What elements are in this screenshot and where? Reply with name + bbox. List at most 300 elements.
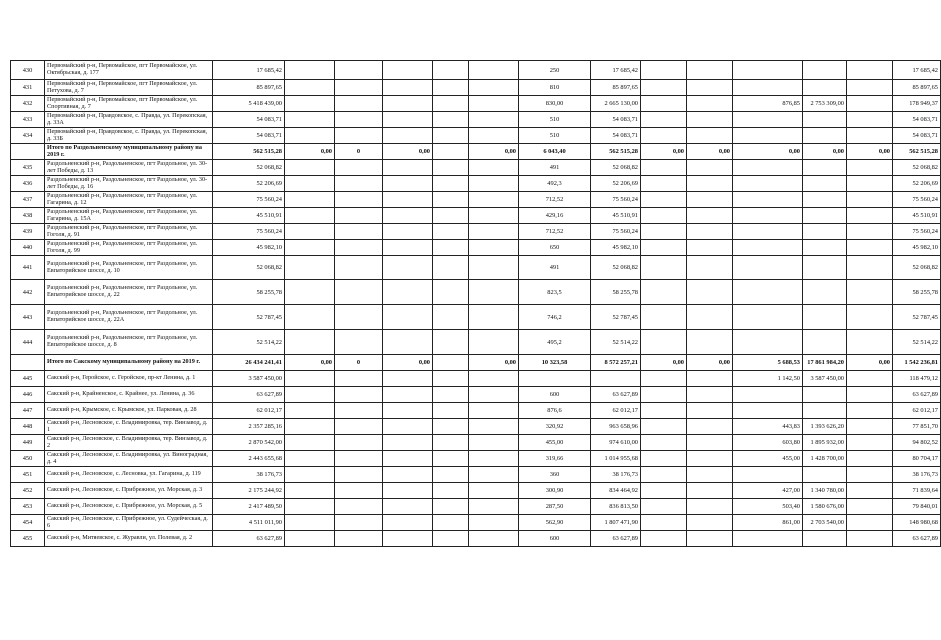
last-cell: 77 851,70: [893, 419, 941, 435]
total-cost-cell: 52 206,69: [213, 176, 285, 192]
sum-cell: 1 014 955,68: [591, 451, 641, 467]
table-row: [11, 176, 941, 192]
col-i-cell: [847, 435, 893, 451]
total-cost-cell: 85 897,65: [213, 80, 285, 96]
address-cell: Сакский р-н, Лесновское, с. Владимировка, тер. Винзавод, д. 1: [45, 419, 213, 435]
col-f-cell: [687, 240, 733, 256]
address-cell: Сакский р-н, Лесновское, с. Прибрежное, ул. Морская, д. 5: [45, 499, 213, 515]
col-c-cell: [383, 435, 433, 451]
col-f-cell: [687, 403, 733, 419]
address-cell: Первомайский р-н, Первомайское, пгт Первомайское, ул. Петухова, д. 7: [45, 80, 213, 96]
table-row: [11, 371, 941, 387]
col-d-cell: [469, 467, 519, 483]
col-b-cell: 0: [335, 355, 383, 371]
area-cell: [519, 371, 591, 387]
col-f-cell: [687, 371, 733, 387]
col-g-cell: [733, 280, 803, 305]
total-cost-cell: 52 068,82: [213, 256, 285, 280]
area-cell: 562,90: [519, 515, 591, 531]
col-d-cell: [469, 96, 519, 112]
sum-cell: 58 255,78: [591, 280, 641, 305]
col-h-cell: [803, 80, 847, 96]
area-cell: 300,90: [519, 483, 591, 499]
col-b-cell: [335, 499, 383, 515]
table-body: [11, 61, 941, 547]
table-row: [11, 305, 941, 330]
total-cost-cell: 45 982,10: [213, 240, 285, 256]
col-h-cell: [803, 208, 847, 224]
col-i-cell: [847, 128, 893, 144]
last-cell: 75 560,24: [893, 224, 941, 240]
col-g-cell: [733, 305, 803, 330]
last-cell: 54 083,71: [893, 112, 941, 128]
row-number-cell: 447: [11, 403, 45, 419]
table-row: [11, 256, 941, 280]
row-number-cell: 430: [11, 61, 45, 80]
col-d-cell: [469, 80, 519, 96]
col-f-cell: [687, 483, 733, 499]
col-a-cell: 0,00: [285, 355, 335, 371]
table-row: [11, 208, 941, 224]
col-g-cell: 1 142,50: [733, 371, 803, 387]
area-cell: 319,66: [519, 451, 591, 467]
row-number-cell: 436: [11, 176, 45, 192]
col-h-cell: [803, 112, 847, 128]
col-h-cell: 2 703 540,00: [803, 515, 847, 531]
area-cell: 712,52: [519, 224, 591, 240]
table-row: [11, 330, 941, 355]
table-row: [11, 192, 941, 208]
col-c-cell: [383, 403, 433, 419]
col-i-cell: [847, 192, 893, 208]
col-f-cell: [687, 387, 733, 403]
area-cell: 287,50: [519, 499, 591, 515]
total-cost-cell: 58 255,78: [213, 280, 285, 305]
col-empty-cell: [433, 280, 469, 305]
total-cost-cell: 54 083,71: [213, 128, 285, 144]
col-g-cell: [733, 128, 803, 144]
col-b-cell: [335, 96, 383, 112]
address-cell: Сакский р-н, Лесновское, с. Владимировка, ул. Виноградная, д. 4: [45, 451, 213, 467]
col-g-cell: [733, 80, 803, 96]
col-a-cell: [285, 403, 335, 419]
col-g-cell: [733, 61, 803, 80]
col-c-cell: [383, 128, 433, 144]
last-cell: 562 515,28: [893, 144, 941, 160]
total-cost-cell: 17 685,42: [213, 61, 285, 80]
col-a-cell: [285, 208, 335, 224]
address-cell: Раздольненский р-н, Раздольненское, пгт Раздольное, ул. Гагарина, д. 12: [45, 192, 213, 208]
table-row: [11, 531, 941, 547]
table-row: [11, 80, 941, 96]
col-h-cell: [803, 128, 847, 144]
address-cell: Раздольненский р-н, Раздольненское, пгт Раздольное, ул. 30-лет Победы, д. 13: [45, 160, 213, 176]
col-b-cell: [335, 515, 383, 531]
col-h-cell: 1 393 626,20: [803, 419, 847, 435]
sum-cell: 52 068,82: [591, 256, 641, 280]
table-row: [11, 112, 941, 128]
col-f-cell: [687, 451, 733, 467]
table-row: [11, 483, 941, 499]
col-e-cell: [641, 192, 687, 208]
address-cell: Первомайский р-н, Первомайское, пгт Первомайское, ул. Спортивная, д. 7: [45, 96, 213, 112]
row-number-cell: 431: [11, 80, 45, 96]
col-e-cell: [641, 483, 687, 499]
last-cell: 52 206,69: [893, 176, 941, 192]
table-row: [11, 451, 941, 467]
address-cell: Сакский р-н, Лесновское, с. Прибрежное, ул. Морская, д. 3: [45, 483, 213, 499]
col-i-cell: [847, 224, 893, 240]
col-g-cell: [733, 192, 803, 208]
total-cost-cell: 2 443 655,68: [213, 451, 285, 467]
area-cell: 510: [519, 112, 591, 128]
area-cell: 600: [519, 387, 591, 403]
table-row: [11, 467, 941, 483]
col-i-cell: [847, 330, 893, 355]
area-cell: 876,6: [519, 403, 591, 419]
col-g-cell: [733, 531, 803, 547]
col-g-cell: [733, 403, 803, 419]
col-empty-cell: [433, 224, 469, 240]
col-b-cell: [335, 61, 383, 80]
col-g-cell: [733, 330, 803, 355]
col-f-cell: [687, 208, 733, 224]
col-a-cell: [285, 176, 335, 192]
col-d-cell: 0,00: [469, 355, 519, 371]
col-h-cell: [803, 224, 847, 240]
col-g-cell: 876,85: [733, 96, 803, 112]
last-cell: 63 627,89: [893, 531, 941, 547]
area-cell: 810: [519, 80, 591, 96]
col-b-cell: [335, 224, 383, 240]
col-i-cell: [847, 387, 893, 403]
col-f-cell: [687, 96, 733, 112]
col-d-cell: [469, 128, 519, 144]
col-a-cell: [285, 280, 335, 305]
col-e-cell: [641, 224, 687, 240]
row-number-cell: 442: [11, 280, 45, 305]
col-f-cell: [687, 467, 733, 483]
table-row: [11, 515, 941, 531]
total-cost-cell: 5 418 439,00: [213, 96, 285, 112]
sum-cell: 62 012,17: [591, 403, 641, 419]
col-d-cell: [469, 435, 519, 451]
col-a-cell: [285, 531, 335, 547]
row-number-cell: 438: [11, 208, 45, 224]
table-row: [11, 61, 941, 80]
col-g-cell: 603,80: [733, 435, 803, 451]
col-a-cell: [285, 160, 335, 176]
col-g-cell: [733, 176, 803, 192]
col-empty-cell: [433, 61, 469, 80]
col-g-cell: [733, 160, 803, 176]
col-e-cell: [641, 256, 687, 280]
total-cost-cell: 2 175 244,92: [213, 483, 285, 499]
col-h-cell: 1 340 780,00: [803, 483, 847, 499]
col-b-cell: [335, 305, 383, 330]
area-cell: 712,52: [519, 192, 591, 208]
col-c-cell: [383, 499, 433, 515]
last-cell: 94 802,52: [893, 435, 941, 451]
col-i-cell: [847, 451, 893, 467]
col-empty-cell: [433, 387, 469, 403]
table-row: [11, 280, 941, 305]
col-f-cell: [687, 419, 733, 435]
area-cell: 492,3: [519, 176, 591, 192]
row-number-cell: 445: [11, 371, 45, 387]
last-cell: 62 012,17: [893, 403, 941, 419]
col-f-cell: 0,00: [687, 144, 733, 160]
col-h-cell: [803, 192, 847, 208]
row-number-cell: 435: [11, 160, 45, 176]
sum-cell: 45 982,10: [591, 240, 641, 256]
col-c-cell: [383, 208, 433, 224]
col-empty-cell: [433, 144, 469, 160]
col-b-cell: [335, 280, 383, 305]
col-d-cell: [469, 515, 519, 531]
last-cell: 52 068,82: [893, 160, 941, 176]
sum-cell: 52 206,69: [591, 176, 641, 192]
address-cell: Раздольненский р-н, Раздольненское, пгт Раздольное, ул. Евпаторийское шоссе, д. 8: [45, 330, 213, 355]
total-cost-cell: 75 560,24: [213, 192, 285, 208]
sum-cell: 38 176,73: [591, 467, 641, 483]
col-e-cell: [641, 240, 687, 256]
area-cell: 746,2: [519, 305, 591, 330]
col-h-cell: [803, 403, 847, 419]
col-f-cell: [687, 256, 733, 280]
col-c-cell: [383, 224, 433, 240]
col-b-cell: [335, 451, 383, 467]
row-number-cell: 434: [11, 128, 45, 144]
col-i-cell: [847, 403, 893, 419]
last-cell: 52 068,82: [893, 256, 941, 280]
sum-cell: 963 658,96: [591, 419, 641, 435]
col-c-cell: [383, 240, 433, 256]
col-empty-cell: [433, 80, 469, 96]
area-cell: 455,00: [519, 435, 591, 451]
col-d-cell: [469, 499, 519, 515]
col-d-cell: [469, 224, 519, 240]
col-c-cell: [383, 305, 433, 330]
col-c-cell: [383, 192, 433, 208]
col-e-cell: [641, 160, 687, 176]
col-g-cell: [733, 387, 803, 403]
col-d-cell: [469, 451, 519, 467]
row-number-cell: 452: [11, 483, 45, 499]
col-c-cell: [383, 515, 433, 531]
col-empty-cell: [433, 499, 469, 515]
col-g-cell: 427,00: [733, 483, 803, 499]
col-g-cell: 0,00: [733, 144, 803, 160]
col-h-cell: [803, 387, 847, 403]
col-h-cell: [803, 531, 847, 547]
col-f-cell: [687, 515, 733, 531]
col-h-cell: 2 753 309,00: [803, 96, 847, 112]
col-e-cell: [641, 280, 687, 305]
col-d-cell: [469, 112, 519, 128]
col-d-cell: [469, 61, 519, 80]
col-empty-cell: [433, 419, 469, 435]
total-cost-cell: 75 560,24: [213, 224, 285, 240]
col-e-cell: [641, 176, 687, 192]
address-cell: Первомайский р-н, Правдовское, с. Правда, ул. Перекопская, д. 33А: [45, 112, 213, 128]
col-empty-cell: [433, 451, 469, 467]
row-number-cell: 437: [11, 192, 45, 208]
address-cell: Сакский р-н, Лесновское, с. Прибрежное, ул. Судейческая, д. 6: [45, 515, 213, 531]
col-a-cell: [285, 467, 335, 483]
col-c-cell: [383, 112, 433, 128]
col-c-cell: [383, 176, 433, 192]
col-b-cell: [335, 419, 383, 435]
col-b-cell: [335, 192, 383, 208]
col-c-cell: [383, 467, 433, 483]
area-cell: 830,00: [519, 96, 591, 112]
col-i-cell: [847, 419, 893, 435]
col-a-cell: [285, 515, 335, 531]
sum-cell: 54 083,71: [591, 128, 641, 144]
col-c-cell: [383, 280, 433, 305]
col-d-cell: [469, 240, 519, 256]
sum-cell: 974 610,00: [591, 435, 641, 451]
last-cell: 58 255,78: [893, 280, 941, 305]
col-f-cell: [687, 176, 733, 192]
col-i-cell: [847, 208, 893, 224]
col-h-cell: 17 861 984,20: [803, 355, 847, 371]
area-cell: 250: [519, 61, 591, 80]
col-b-cell: [335, 240, 383, 256]
col-b-cell: [335, 531, 383, 547]
col-h-cell: [803, 160, 847, 176]
col-b-cell: [335, 330, 383, 355]
last-cell: 52 514,22: [893, 330, 941, 355]
col-b-cell: [335, 176, 383, 192]
row-number-cell: 433: [11, 112, 45, 128]
total-cost-cell: 4 511 011,90: [213, 515, 285, 531]
last-cell: 71 839,64: [893, 483, 941, 499]
col-g-cell: [733, 240, 803, 256]
col-c-cell: [383, 96, 433, 112]
col-b-cell: [335, 371, 383, 387]
col-a-cell: [285, 419, 335, 435]
col-b-cell: [335, 483, 383, 499]
address-cell: Итого по Раздольненскому муниципальному району на 2019 г.: [45, 144, 213, 160]
col-empty-cell: [433, 96, 469, 112]
col-h-cell: [803, 467, 847, 483]
col-e-cell: [641, 96, 687, 112]
col-i-cell: [847, 371, 893, 387]
last-cell: 85 897,65: [893, 80, 941, 96]
col-d-cell: [469, 387, 519, 403]
col-i-cell: 0,00: [847, 355, 893, 371]
sum-cell: [591, 371, 641, 387]
col-c-cell: [383, 80, 433, 96]
last-cell: 75 560,24: [893, 192, 941, 208]
sum-cell: 1 807 471,90: [591, 515, 641, 531]
col-f-cell: [687, 435, 733, 451]
col-e-cell: 0,00: [641, 144, 687, 160]
table-row: [11, 224, 941, 240]
col-a-cell: [285, 192, 335, 208]
row-number-cell: [11, 355, 45, 371]
col-e-cell: [641, 305, 687, 330]
col-a-cell: 0,00: [285, 144, 335, 160]
col-d-cell: [469, 280, 519, 305]
address-cell: Раздольненский р-н, Раздольненское, пгт Раздольное, ул. 30-лет Победы, д. 16: [45, 176, 213, 192]
sum-cell: 45 510,91: [591, 208, 641, 224]
col-c-cell: 0,00: [383, 144, 433, 160]
col-h-cell: 1 895 932,00: [803, 435, 847, 451]
col-d-cell: [469, 419, 519, 435]
area-cell: 360: [519, 467, 591, 483]
sum-cell: 836 813,50: [591, 499, 641, 515]
address-cell: Раздольненский р-н, Раздольненское, пгт Раздольное, ул. Гоголя, д. 99: [45, 240, 213, 256]
col-i-cell: [847, 467, 893, 483]
col-b-cell: [335, 208, 383, 224]
col-a-cell: [285, 451, 335, 467]
area-cell: 600: [519, 531, 591, 547]
address-cell: Сакский р-н, Крайненское, с. Крайнее, ул. Ленина, д. 36: [45, 387, 213, 403]
total-cost-cell: 63 627,89: [213, 387, 285, 403]
row-number-cell: 441: [11, 256, 45, 280]
col-a-cell: [285, 240, 335, 256]
col-e-cell: [641, 467, 687, 483]
col-b-cell: [335, 403, 383, 419]
col-i-cell: [847, 160, 893, 176]
col-g-cell: [733, 256, 803, 280]
col-empty-cell: [433, 467, 469, 483]
col-a-cell: [285, 61, 335, 80]
col-a-cell: [285, 112, 335, 128]
col-e-cell: [641, 435, 687, 451]
col-g-cell: [733, 112, 803, 128]
col-g-cell: 455,00: [733, 451, 803, 467]
col-f-cell: 0,00: [687, 355, 733, 371]
address-cell: Сакский р-н, Лесновское, с. Владимировка, тер. Винзавод, д. 2: [45, 435, 213, 451]
col-h-cell: 3 587 450,00: [803, 371, 847, 387]
last-cell: 45 982,10: [893, 240, 941, 256]
col-empty-cell: [433, 355, 469, 371]
col-f-cell: [687, 80, 733, 96]
col-c-cell: [383, 483, 433, 499]
col-i-cell: [847, 176, 893, 192]
col-i-cell: [847, 256, 893, 280]
address-cell: Раздольненский р-н, Раздольненское, пгт Раздольное, ул. Евпаторийское шоссе, д. 22: [45, 280, 213, 305]
col-d-cell: [469, 371, 519, 387]
table-row: [11, 240, 941, 256]
address-cell: Сакский р-н, Геройское, с. Геройское, пр-кт Ленина, д. 1: [45, 371, 213, 387]
col-empty-cell: [433, 208, 469, 224]
col-b-cell: [335, 128, 383, 144]
col-b-cell: [335, 387, 383, 403]
col-i-cell: [847, 112, 893, 128]
col-d-cell: [469, 192, 519, 208]
col-d-cell: 0,00: [469, 144, 519, 160]
col-i-cell: 0,00: [847, 144, 893, 160]
area-cell: 491: [519, 160, 591, 176]
area-cell: 650: [519, 240, 591, 256]
col-i-cell: [847, 515, 893, 531]
address-cell: Раздольненский р-н, Раздольненское, пгт Раздольное, ул. Гагарина, д. 15А: [45, 208, 213, 224]
col-b-cell: [335, 435, 383, 451]
col-e-cell: [641, 451, 687, 467]
col-c-cell: [383, 61, 433, 80]
col-c-cell: [383, 419, 433, 435]
col-e-cell: [641, 403, 687, 419]
address-cell: Сакский р-н, Крымское, с. Крымское, ул. Парковая, д. 28: [45, 403, 213, 419]
col-d-cell: [469, 531, 519, 547]
area-cell: 10 323,58: [519, 355, 591, 371]
table-row: [11, 419, 941, 435]
